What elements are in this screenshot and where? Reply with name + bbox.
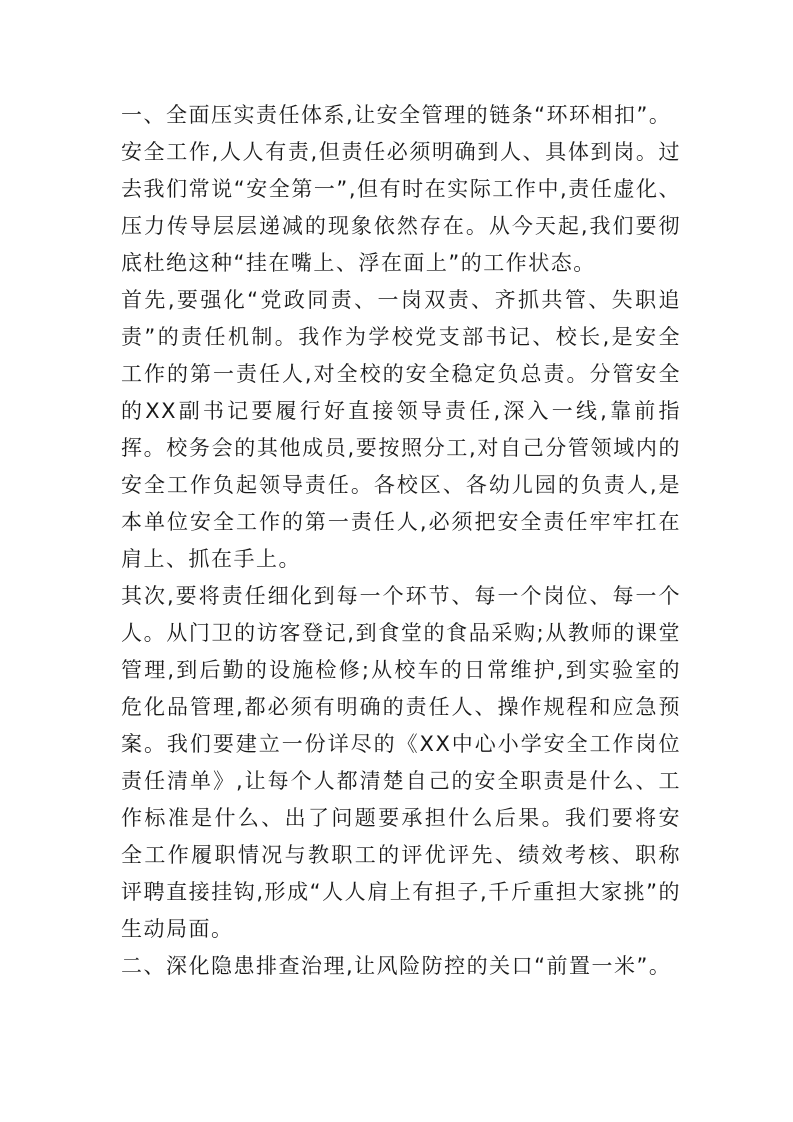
body-paragraph-3: 其次,要将责任细化到每一个环节、每一个岗位、每一个人。从门卫的访客登记,到食堂的食品采购;从教师的课堂管理,到后勤的设施检修;从校车的日常维护,到实验室的危化品管理,都必须有明确的责任人、操作规程和应急预案。我们要建立一份详尽的《XX中心小学安全工作岗位责任清单》,让每个人都清楚自己的安全职责是什么、工作标准是什么、出了问题要承担什么后果。我们要将安全工作履职情况与教职工的评优评先、绩效考核、职称评聘直接挂钩,形成“人人肩上有担子,千斤重担大家挑”的生动局面。 bbox=[121, 584, 681, 941]
body-paragraph-1: 安全工作,人人有责,但责任必须明确到人、具体到岗。过去我们常说“安全第一”,但有时在实际工作中,责任虚化、压力传导层层递减的现象依然存在。从今天起,我们要彻底杜绝这种“挂在嘴上、浮在面上”的工作状态。 bbox=[121, 140, 681, 275]
section-heading-2: 二、深化隐患排查治理,让风险防控的关口“前置一米”。 bbox=[121, 954, 672, 978]
document-body bbox=[121, 97, 681, 985]
section-heading-1: 一、全面压实责任体系,让安全管理的链条“环环相扣”。 bbox=[121, 103, 672, 127]
body-paragraph-2: 首先,要强化“党政同责、一岗双责、齐抓共管、失职追责”的责任机制。我作为学校党支部书记、校长,是安全工作的第一责任人,对全校的安全稳定负总责。分管安全的XX副书记要履行好直接领导责任,深入一线,靠前指挥。校务会的其他成员,要按照分工,对自己分管领域内的安全工作负起领导责任。各校区、各幼儿园的负责人,是本单位安全工作的第一责任人,必须把安全责任牢牢扛在肩上、抓在手上。 bbox=[121, 288, 681, 571]
